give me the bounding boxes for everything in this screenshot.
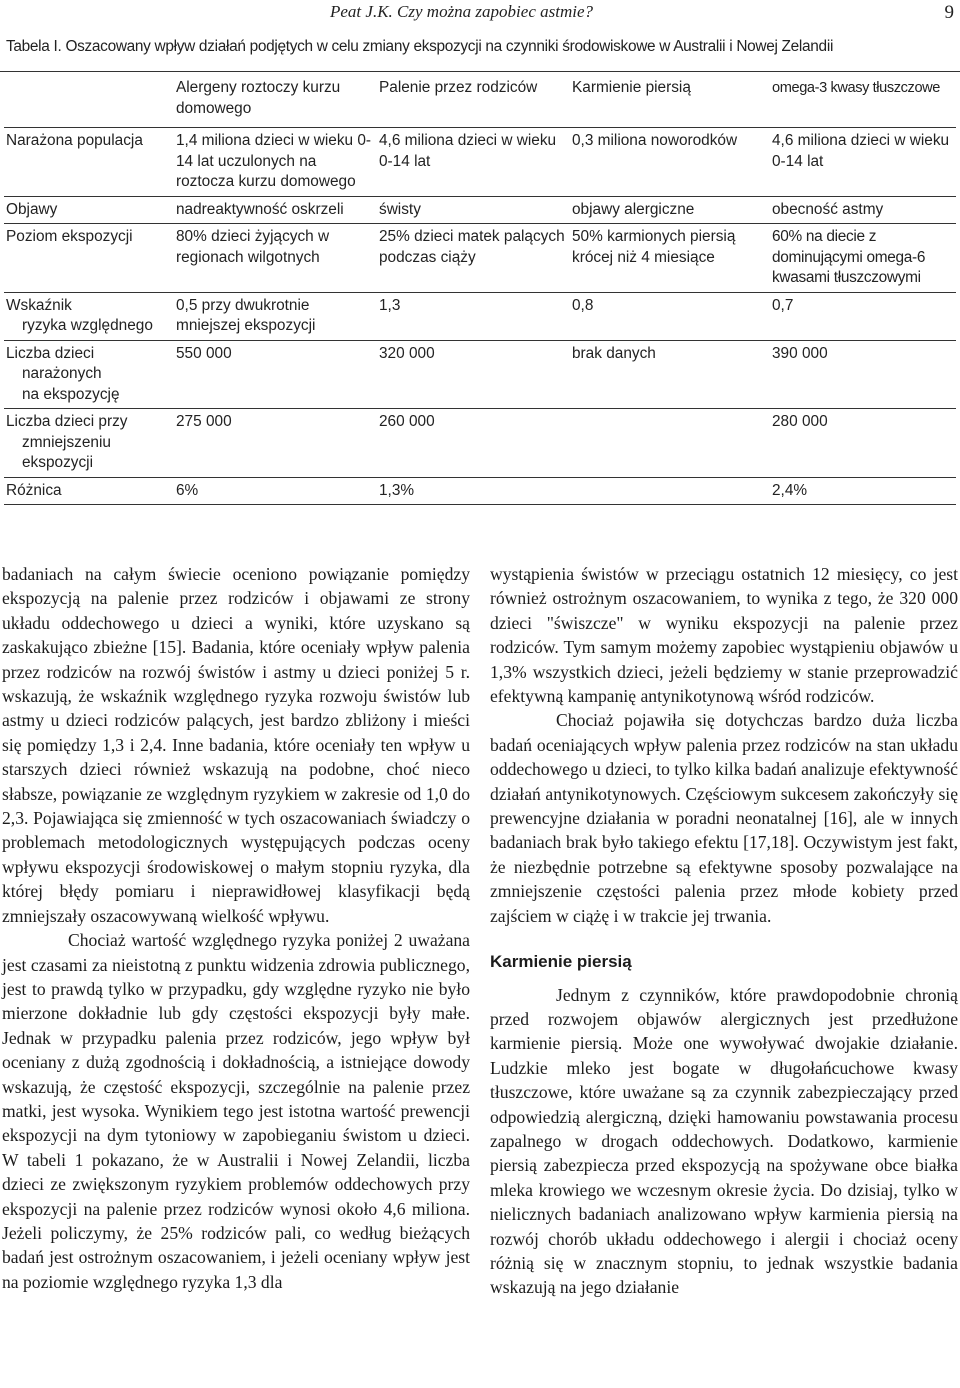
table-cell: 50% karmionych piersią krócej niż 4 miesiące (570, 224, 770, 293)
body-paragraph: Chociaż pojawiła się dotychczas bardzo duża liczba badań oceniających wpływ palenia przez rodziców na stan układu oddechowego u dzieci, to tylko kilka badań analizuje efektywność działań antynikotynowych. Częściowym sukcesem zakończyły się prewencyjne działania w poradni neonatalnej [16], ale w innych badaniach brak było takiego efektu [17,18]. Oczywistym jest fakt, że niezbędnie potrzebne są efektywne sposoby pozwalające na zmniejszenie częstości palenia przez młode kobiety przed zajściem w ciążę i w trakcie jej trwania. (490, 710, 958, 926)
table-cell: 4,6 miliona dzieci w wieku 0-14 lat (770, 128, 956, 197)
table-cell: 0,7 (770, 292, 956, 340)
row-label: Liczba dzieci narażonych na ekspozycję (4, 340, 174, 409)
table-cell: 0,5 przy dwukrotnie mniejszej ekspozycji (174, 292, 377, 340)
table-cell: 320 000 (377, 340, 570, 409)
running-header (0, 0, 960, 30)
page-number: 9 (944, 2, 954, 23)
table-cell: obecność astmy (770, 196, 956, 224)
header-cell (4, 74, 174, 128)
table-row (4, 128, 956, 197)
body-paragraph: Chociaż wartość względnego ryzyka poniżej 2 uważana jest czasami za nieistotną z punktu widzenia zdrowia publicznego, jest to prawdą tylko w przypadku, gdy względne ryzyko nie było mierzone dokładnie lub gdy częstości ekspozycji były małe. Jednak w przypadku palenia przez rodziców, jego wpływ był oceniany z dużą zgodnością i dokładnością, a istniejące dowody wskazują, że częstość ekspozycji, szczególnie na palenie przez matki, jest wysoka. Wynikiem tego jest istotna wartość prewencji ekspozycji na dym tytoniowy w zapobieganiu świstom u dzieci. W tabeli 1 pokazano, że w Australii i Nowej Zelandii, liczba dzieci ze zwiększonym ryzykiem problemów oddechowych przy ekspozycji na palenie przez rodziców wynosi około 4,6 miliona. Jeżeli policzymy, że 25% rodziców pali, co według bieżących badań jest ostrożnym oszacowaniem, i jeżeli oceniany wpływ jest na poziomie względnego ryzyka 1,3 dla (2, 930, 470, 1292)
table-row (4, 477, 956, 505)
body-paragraph: Jednym z czynników, które prawdopodobnie chronią przed rozwojem objawów alergicznych jest przedłużone karmienie piersią. Może one wywoływać dwojakie działanie. Ludzkie mleko jest bogate w długołańcuchowe kwasy tłuszczowe, które uważane są za czynnik zabezpieczający przed odpowiedzią alergiczną, dzięki hamowaniu powstawania procesu zapalnego w drogach oddechowych. Dodatkowo, karmienie piersią zabezpiecza przed ekspozycją na spożywane obce białka mleka krowiego we wczesnym okresie życia. Do dzisiaj, tylko w nielicznych badaniach analizowano wpływ karmienia piersią na rozwój chorób układu oddechowego i alergii i chociaż oceny różnią się w znacznym stopniu, to jednak wszystkie badania wskazują na jego działanie (490, 984, 958, 1298)
table-cell: 2,4% (770, 477, 956, 505)
table-row (4, 340, 956, 409)
table-cell (570, 477, 770, 505)
header-cell: Karmienie piersią (572, 79, 691, 96)
table-cell: 260 000 (377, 409, 570, 478)
table-caption: Tabela I. Oszacowany wpływ działań podjętych w celu zmiany ekspozycji na czynniki środowiskowe w Australii i Nowej Zelandii (6, 38, 834, 55)
row-label: Liczba dzieci przy zmniejszeniu ekspozycji (4, 409, 174, 478)
body-paragraph: badaniach na całym świecie oceniono powiązanie pomiędzy ekspozycją na palenie przez rodziców i objawami ze strony układu oddechowego u dzieci a wyniki, które uzyskano są zaskakująco zbieżne [15]. Badania, które oceniały wpływ palenia przez rodziców na rozwój świstów i astmy u dzieci poniżej 5 r. wskazują, że wskaźnik względnego ryzyka rozwoju świstów lub astmy u dzieci rodziców palących, jest bardzo zbliżony i mieści się pomiędzy 1,3 i 2,4. Inne badania, które oceniały ten wpływ u starszych dzieci również wskazują na podobne, choć nieco słabsze, powiązanie ze względnym ryzykiem w zakresie od 1,0 do 2,3. Pojawiająca się zmienność w tych oszacowaniach świadczy o problemach metodologicznych występujących podczas oceny wpływu ekspozycji środowiskowej o małym stopniu ryzyka, dla której błędy pomiaru i nieprawidłowej klasyfikacji będą zmniejszały oszacowywaną wielkość wpływu. (2, 564, 470, 926)
table-row (4, 196, 956, 224)
table-cell (570, 409, 770, 478)
table-row (4, 292, 956, 340)
row-label: Różnica (4, 477, 174, 505)
table-row (4, 224, 956, 293)
body-column-right (490, 562, 958, 1300)
section-heading: Karmienie piersią (490, 952, 632, 972)
row-label: Narażona populacja (4, 128, 174, 197)
row-label: Objawy (4, 196, 174, 224)
header-cell: Palenie przez rodziców (379, 79, 538, 96)
table-top-rule (0, 71, 960, 72)
table-header-row (4, 74, 956, 128)
table-row (4, 409, 956, 478)
row-label: Poziom ekspozycji (4, 224, 174, 293)
body-column-left (2, 562, 470, 1294)
table-cell: 0,3 miliona noworodków (570, 128, 770, 197)
table-cell: objawy alergiczne (570, 196, 770, 224)
table-cell: nadreaktywność oskrzeli (174, 196, 377, 224)
running-title: Peat J.K. Czy można zapobiec astmie? (330, 2, 593, 21)
table-cell: 60% na diecie z dominującymi omega-6 kwasami tłuszczowymi (770, 224, 956, 293)
table-cell: 25% dzieci matek palących podczas ciąży (377, 224, 570, 293)
table-cell: 1,3 (377, 292, 570, 340)
table-cell: 550 000 (174, 340, 377, 409)
table-cell: 80% dzieci żyjących w regionach wilgotnych (174, 224, 377, 293)
table-cell: 1,4 miliona dzieci w wieku 0-14 lat uczulonych na roztocza kurzu domowego (174, 128, 377, 197)
exposure-table (4, 74, 956, 505)
table-cell: 0,8 (570, 292, 770, 340)
table-cell: świsty (377, 196, 570, 224)
table-cell: 1,3% (377, 477, 570, 505)
table-cell: 4,6 miliona dzieci w wieku 0-14 lat (377, 128, 570, 197)
row-label: Wskaźnik ryzyka względnego (4, 292, 174, 340)
table-cell: 275 000 (174, 409, 377, 478)
table-cell: 390 000 (770, 340, 956, 409)
body-paragraph: wystąpienia świstów w przeciągu ostatnich 12 miesięcy, co jest również ostrożnym oszacowaniem, to wynika z tego, że 320 000 dzieci "świszcze" w wyniku ekspozycji na palenie przez rodziców. Tym samym możemy zapobiec wystąpieniu objawów u 1,3% wszystkich dzieci, jeżeli będziemy w stanie przeprowadzić efektywną kampanię antynikotynową wśród rodziców. (490, 564, 958, 707)
table-cell: 280 000 (770, 409, 956, 478)
header-cell: omega-3 kwasy tłuszczowe (772, 80, 941, 96)
table-cell: brak danych (570, 340, 770, 409)
table-cell: 6% (174, 477, 377, 505)
header-cell: Alergeny roztoczy kurzu domowego (176, 79, 341, 117)
